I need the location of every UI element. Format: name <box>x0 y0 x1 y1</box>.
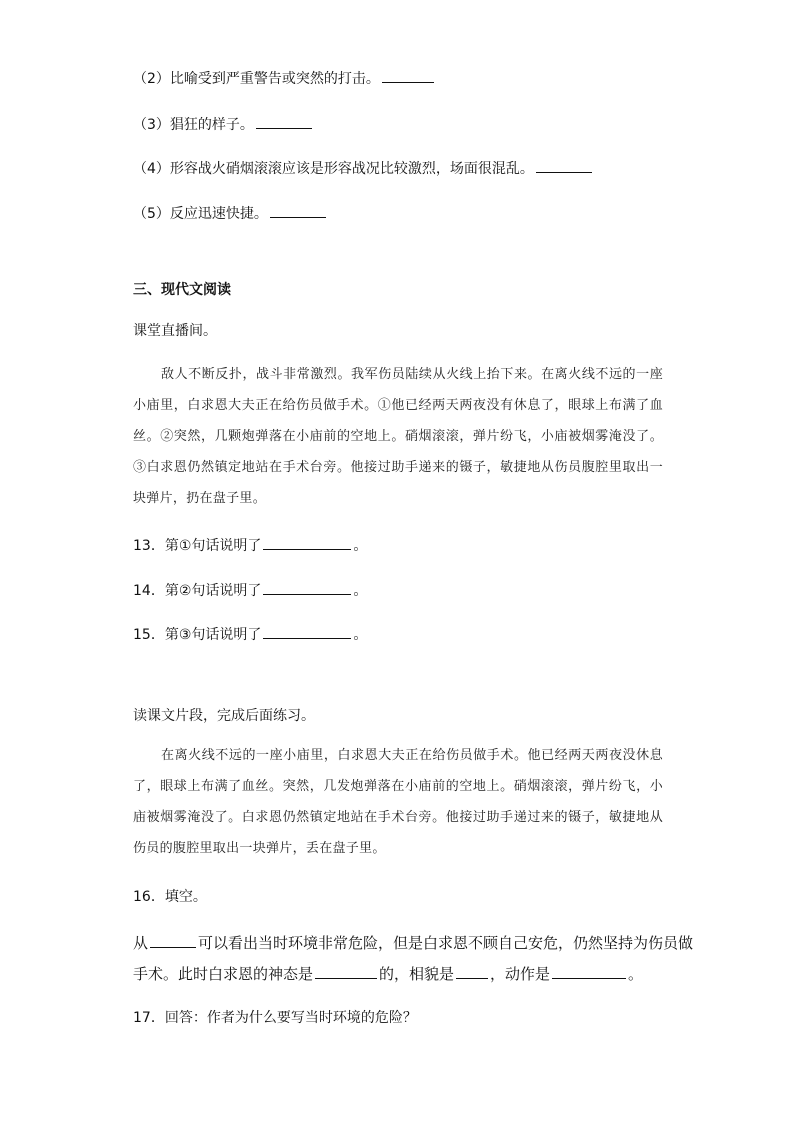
item-5 <box>133 203 328 223</box>
answer-blank[interactable] <box>270 203 326 218</box>
question-16-line-1 <box>133 933 693 952</box>
answer-blank[interactable] <box>536 158 592 173</box>
section-heading: 三、现代文阅读 <box>133 282 231 298</box>
question-15-prefix: 15．第③句话说明了 <box>133 627 262 643</box>
answer-blank[interactable] <box>263 580 351 595</box>
q16-text: 手术。此时白求恩的神态是 <box>133 965 314 983</box>
item-4 <box>133 158 594 178</box>
answer-blank[interactable] <box>315 964 377 979</box>
question-14 <box>133 580 367 600</box>
question-15-suffix: 。 <box>353 627 368 643</box>
item-5-text: （5）反应迅速快捷。 <box>133 206 268 222</box>
item-2-text: （2）比喻受到严重警告或突然的打击。 <box>133 71 380 87</box>
answer-blank[interactable] <box>263 624 351 639</box>
q16-text: 的，相貌是 <box>379 965 455 983</box>
question-14-prefix: 14．第②句话说明了 <box>133 583 262 599</box>
question-16-label: 16．填空。 <box>133 889 207 905</box>
answer-blank[interactable] <box>256 114 312 129</box>
answer-blank[interactable] <box>382 68 434 83</box>
question-13-prefix: 13．第①句话说明了 <box>133 538 262 554</box>
answer-blank[interactable] <box>552 964 626 979</box>
passage-2: 在离火线不远的一座小庙里，白求恩大夫正在给伤员做手术。他已经两天两夜没休息了，眼球上布满了血丝。突然，几发炮弹落在小庙前的空地上。硝烟滚滚，弹片纷飞，小庙被烟雾淹没了。白求恩仍然镇定地站在手术台旁。他接过助手递过来的镊子，敏捷地从伤员的腹腔里取出一块弹片，丢在盘子里。 <box>133 748 663 856</box>
question-14-suffix: 。 <box>353 583 368 599</box>
answer-blank[interactable] <box>150 933 196 948</box>
question-15 <box>133 624 367 644</box>
item-4-text: （4）形容战火硝烟滚滚应该是形容战况比较激烈，场面很混乱。 <box>133 161 534 177</box>
question-16-line-2 <box>133 964 643 983</box>
item-2 <box>133 68 436 88</box>
question-13-suffix: 。 <box>353 538 368 554</box>
q16-text: 可以看出当时环境非常危险，但是白求恩不顾自己安危，仍然坚持为伤员做 <box>198 934 694 952</box>
answer-blank[interactable] <box>456 964 488 979</box>
item-3 <box>133 114 314 134</box>
q16-text: ，动作是 <box>490 965 551 983</box>
passage-1: 敌人不断反扑，战斗非常激烈。我军伤员陆续从火线上抬下来。在离火线不远的一座小庙里，白求恩大夫正在给伤员做手术。①他已经两天两夜没有休息了，眼球上布满了血丝。②突然，几颗炮弹落在小庙前的空地上。硝烟滚滚，弹片纷飞，小庙被烟雾淹没了。③白求恩仍然镇定地站在手术台旁。他接过助手递来的镊子，敏捷地从伤员腹腔里取出一块弹片，扔在盘子里。 <box>133 367 663 506</box>
intro-2: 读课文片段，完成后面练习。 <box>133 708 315 724</box>
question-17: 17．回答：作者为什么要写当时环境的危险？ <box>133 1010 417 1026</box>
item-3-text: （3）猖狂的样子。 <box>133 117 254 133</box>
answer-blank[interactable] <box>263 535 351 550</box>
q16-text: 。 <box>628 965 644 983</box>
q16-text: 从 <box>133 934 149 952</box>
intro-1: 课堂直播间。 <box>133 323 217 339</box>
question-13 <box>133 535 367 555</box>
